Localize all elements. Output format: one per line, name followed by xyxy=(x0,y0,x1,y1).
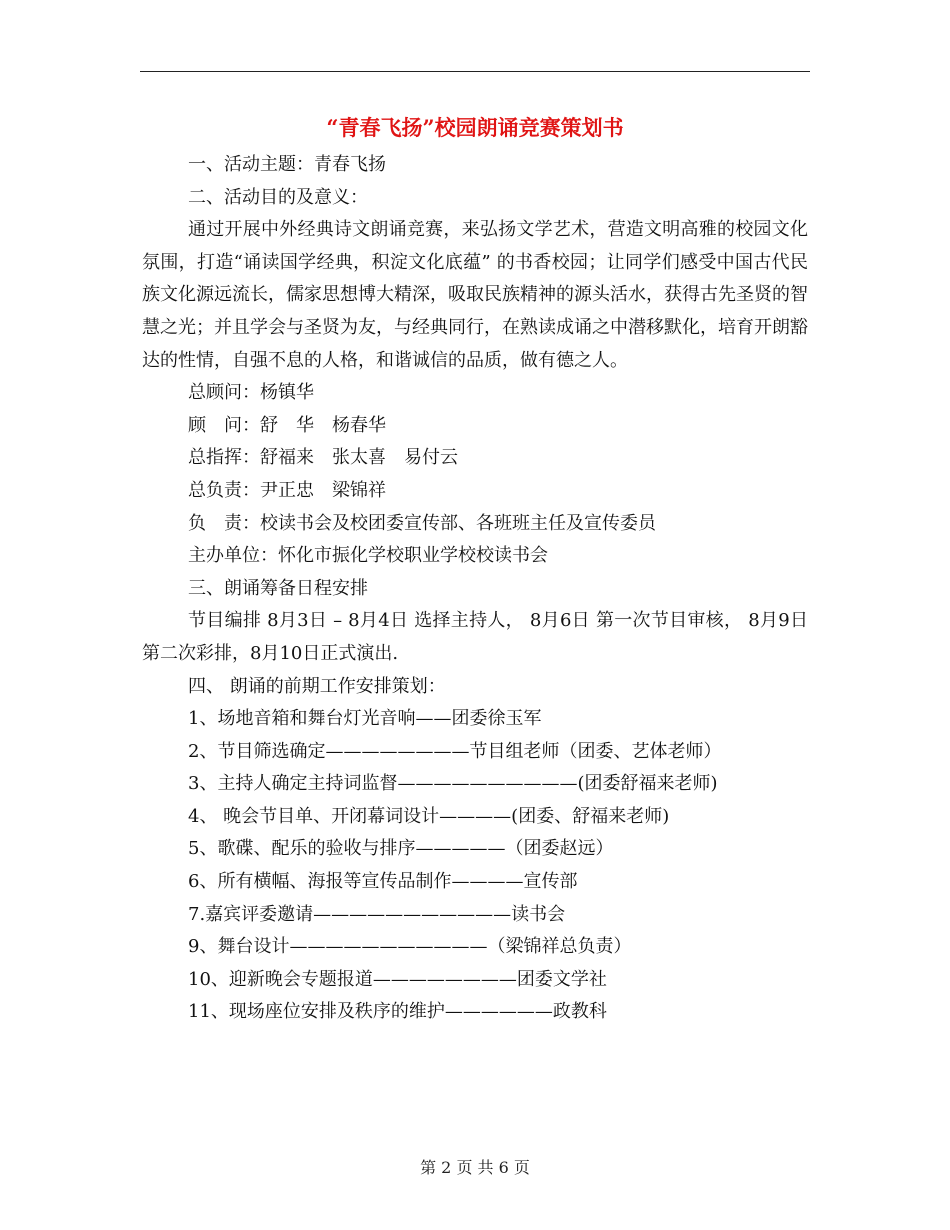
commander-line: 总指挥：舒福来 张太喜 易付云 xyxy=(188,447,458,469)
task-item: 3、主持人确定主持词监督——————————(团委舒福来老师) xyxy=(188,773,718,795)
section-heading-prep: 四、 朗诵的前期工作安排策划： xyxy=(188,675,446,697)
purpose-paragraph: 通过开展中外经典诗文朗诵竞赛，来弘扬文学艺术，营造文明高雅的校园文化氛围，打造“诵读国学经典，积淀文化底蕴” 的书香校园；让同学们感受中国古代民族文化源远流长，儒家思想博大精深，吸取民族精神的源头活水，获得古先圣贤的智慧之光；并且学会与圣贤为友，与经典同行，在熟读成诵之中潜移默化，培育开朗豁达的性情，自强不息的人格，和谐诚信的品质，做有德之人。 xyxy=(142,219,808,371)
task-item: 4、 晚会节目单、开闭幕词设计————(团委、舒福来老师) xyxy=(188,805,670,827)
responsible-line: 负 责：校读书会及校团委宣传部、各班班主任及宣传委员 xyxy=(188,512,656,534)
task-item: 9、舞台设计———————————（梁锦祥总负责） xyxy=(188,936,632,958)
task-item: 11、现场座位安排及秩序的维护——————政教科 xyxy=(188,1001,607,1023)
advisor-line: 顾 问：舒 华 杨春华 xyxy=(188,414,386,436)
section-heading-purpose: 二、活动目的及意义： xyxy=(188,186,368,208)
chief-responsible-line: 总负责：尹正忠 梁锦祥 xyxy=(188,479,386,501)
task-item: 10、迎新晚会专题报道————————团委文学社 xyxy=(188,968,607,990)
section-heading-theme: 一、活动主题：青春飞扬 xyxy=(188,154,386,175)
task-item: 1、场地音箱和舞台灯光音响——团委徐玉军 xyxy=(188,708,542,730)
chief-advisor-line: 总顾问：杨镇华 xyxy=(188,382,314,404)
task-item: 5、歌碟、配乐的验收与排序—————（团委赵远） xyxy=(188,838,614,860)
document-body xyxy=(142,149,808,1029)
task-item: 6、所有横幅、海报等宣传品制作————宣传部 xyxy=(188,871,578,893)
organizer-line: 主办单位：怀化市振化学校职业学校校读书会 xyxy=(188,545,548,567)
page-number: 第 2 页 共 6 页 xyxy=(420,1158,530,1177)
section-heading-schedule: 三、朗诵筹备日程安排 xyxy=(188,577,368,599)
document-title: “青春飞扬”校园朗诵竞赛策划书 xyxy=(326,115,624,140)
schedule-paragraph: 节目编排 8月3日 – 8月4日 选择主持人， 8月6日 第一次节目审核， 8月9日第二次彩排，8月10日正式演出. xyxy=(142,610,808,664)
task-item: 2、节目筛选确定————————节目组老师（团委、艺体老师） xyxy=(188,740,722,762)
header-rule xyxy=(140,71,810,72)
task-item: 7.嘉宾评委邀请———————————读书会 xyxy=(188,903,566,925)
